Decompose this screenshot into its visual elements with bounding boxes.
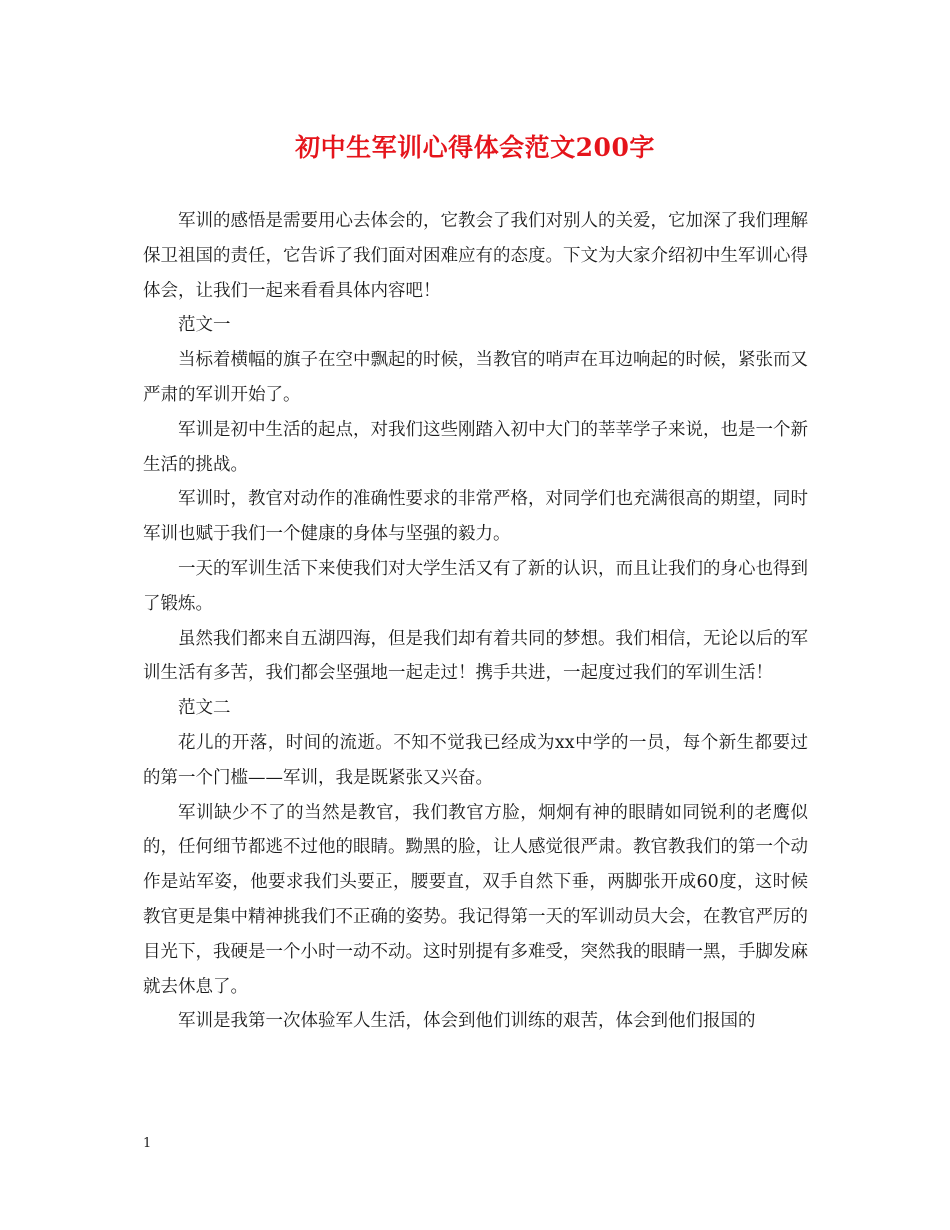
section-heading-sample-two: 范文二 xyxy=(178,698,231,719)
paragraph: 军训缺少不了的当然是教官，我们教官方脸，炯炯有神的眼睛如同锐利的老鹰似的，任何细节都逃不过他的眼睛。黝黑的脸，让人感觉很严肃。教官教我们的第一个动作是站军姿，他要求我们头要正，腰要直，双手自然下垂，两脚张开成60度，这时候教官更是集中精神挑我们不正确的姿势。我记得第一天的军训动员大会，在教官严厉的目光下，我硬是一个小时一动不动。这时别提有多难受，突然我的眼睛一黑，手脚发麻就去休息了。 xyxy=(143,802,808,997)
paragraph: 一天的军训生活下来使我们对大学生活又有了新的认识，而且让我们的身心也得到了锻炼。 xyxy=(143,558,808,614)
paragraph: 当标着横幅的旗子在空中飘起的时候，当教官的哨声在耳边响起的时候，紧张而又严肃的军训开始了。 xyxy=(143,350,808,405)
paragraph: 军训是我第一次体验军人生活，体会到他们训练的艰苦，体会到他们报国的 xyxy=(178,1011,756,1032)
document-title: 初中生军训心得体会范文200字 xyxy=(295,133,655,162)
paragraph: 花儿的开落，时间的流逝。不知不觉我已经成为xx中学的一员，每个新生都要过的第一个门槛——军训，我是既紧张又兴奋。 xyxy=(143,732,808,788)
document-body xyxy=(143,204,808,1039)
section-heading-sample-one: 范文一 xyxy=(178,315,231,336)
page-number: 1 xyxy=(143,1136,152,1151)
paragraph-intro: 军训的感悟是需要用心去体会的，它教会了我们对别人的关爱，它加深了我们理解保卫祖国的责任，它告诉了我们面对困难应有的态度。下文为大家介绍初中生军训心得体会，让我们一起来看看具体内容吧！ xyxy=(143,211,808,301)
paragraph: 军训时，教官对动作的准确性要求的非常严格，对同学们也充满很高的期望，同时军训也赋于我们一个健康的身体与坚强的毅力。 xyxy=(143,489,808,545)
paragraph: 军训是初中生活的起点，对我们这些刚踏入初中大门的莘莘学子来说，也是一个新生活的挑战。 xyxy=(143,419,808,475)
paragraph: 虽然我们都来自五湖四海，但是我们却有着共同的梦想。我们相信，无论以后的军训生活有多苦，我们都会坚强地一起走过！携手共进，一起度过我们的军训生活！ xyxy=(143,628,808,684)
